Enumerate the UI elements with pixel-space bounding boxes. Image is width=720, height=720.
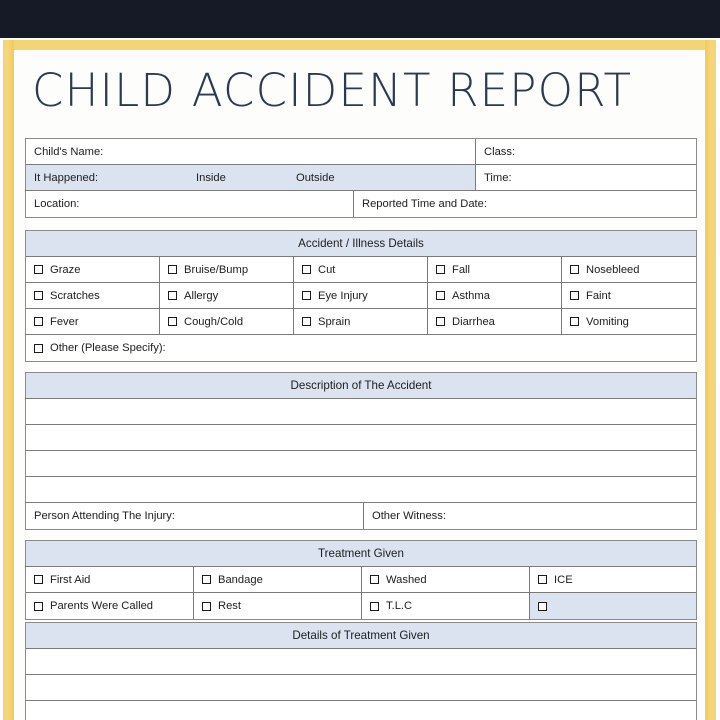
field-class[interactable] (476, 139, 696, 164)
frame-border-left (3, 40, 14, 720)
treatment-details-input-line[interactable] (26, 675, 696, 700)
checkbox-item-allergy[interactable] (160, 283, 294, 308)
field-label-location: Location: (34, 198, 80, 210)
checkbox-item-faint[interactable] (562, 283, 696, 308)
checkbox-item-bruise-bump[interactable] (160, 257, 294, 282)
details-of-treatment-table (25, 622, 697, 720)
checkbox-icon[interactable] (34, 291, 43, 300)
section-title-accident-details: Accident / Illness Details (26, 231, 696, 256)
form-sheet (14, 50, 705, 720)
checkbox-label: Other (Please Specify): (50, 342, 166, 354)
field-label-it-happened: It Happened: (34, 171, 99, 184)
field-label-reported-time-and-date: Reported Time and Date: (362, 198, 487, 210)
option-outside[interactable] (288, 165, 476, 190)
section-header-treatment-details (26, 623, 696, 649)
field-location[interactable] (26, 191, 354, 217)
checkbox-label: Nosebleed (586, 263, 640, 276)
description-input-line[interactable] (26, 425, 696, 450)
checkbox-label: Faint (586, 289, 611, 302)
checkbox-icon[interactable] (302, 265, 311, 274)
frame-border-right (705, 40, 716, 720)
checkbox-label: T.L.C (386, 600, 413, 612)
field-it-happened[interactable] (26, 165, 188, 190)
checkbox-icon[interactable] (370, 602, 379, 611)
checkbox-label: First Aid (50, 573, 91, 586)
checkbox-label: Cut (318, 263, 336, 276)
checkbox-icon[interactable] (436, 317, 445, 326)
description-input-line[interactable] (26, 399, 696, 424)
section-title-treatment-details: Details of Treatment Given (26, 623, 696, 648)
checkbox-item-eye-injury[interactable] (294, 283, 428, 308)
checkbox-label: Parents Were Called (50, 600, 154, 612)
checkbox-item-bandage[interactable] (194, 567, 362, 592)
checkbox-label: Asthma (452, 289, 490, 302)
frame-border-top (3, 40, 716, 50)
description-blank-line[interactable] (26, 477, 696, 503)
checkbox-label: Allergy (184, 289, 219, 302)
checkbox-icon[interactable] (570, 265, 579, 274)
checkbox-icon[interactable] (34, 575, 43, 584)
field-other-witness[interactable] (364, 503, 696, 529)
field-time[interactable] (476, 165, 696, 190)
checkbox-icon[interactable] (34, 265, 43, 274)
checkbox-icon[interactable] (370, 575, 379, 584)
checkbox-label: Cough/Cold (184, 315, 244, 328)
checkbox-item-asthma[interactable] (428, 283, 562, 308)
checkbox-item-diarrhea[interactable] (428, 309, 562, 334)
section-title-description: Description of The Accident (26, 373, 696, 398)
field-childs-name[interactable] (26, 139, 476, 164)
treatment-given-table (25, 540, 697, 620)
checkbox-label: Graze (50, 263, 81, 276)
checkbox-label: Eye Injury (318, 289, 368, 302)
checkbox-label: Vomiting (586, 315, 629, 328)
option-inside[interactable] (188, 165, 288, 190)
section-header-treatment (26, 541, 696, 567)
table-row-child-name (26, 139, 696, 165)
checkbox-icon[interactable] (202, 575, 211, 584)
checkbox-item-cough-cold[interactable] (160, 309, 294, 334)
option-label-outside: Outside (296, 171, 335, 184)
checkbox-icon[interactable] (538, 575, 547, 584)
checkbox-item-nosebleed[interactable] (562, 257, 696, 282)
field-person-attending-the-injury[interactable] (26, 503, 364, 529)
checkbox-icon[interactable] (202, 602, 211, 611)
table-row-location (26, 191, 696, 217)
treatment-details-input-line[interactable] (26, 701, 696, 720)
checkbox-label: Bruise/Bump (184, 263, 249, 276)
table-row-treatment-2 (26, 593, 696, 619)
table-row-accident-other (26, 335, 696, 361)
checkbox-icon[interactable] (34, 344, 43, 353)
checkbox-icon[interactable] (168, 317, 177, 326)
checkbox-item-scratches[interactable] (26, 283, 160, 308)
checkbox-item-parents-were-called[interactable] (26, 593, 194, 619)
checkbox-label: Fever (50, 315, 79, 328)
checkbox-icon[interactable] (436, 265, 445, 274)
checkbox-icon[interactable] (570, 291, 579, 300)
checkbox-icon[interactable] (570, 317, 579, 326)
field-label-class: Class: (484, 145, 516, 158)
field-label-childs-name: Child's Name: (34, 145, 104, 158)
checkbox-label: Fall (452, 263, 471, 276)
checkbox-item-washed[interactable] (362, 567, 530, 592)
field-label-person-attending: Person Attending The Injury: (34, 510, 175, 522)
field-label-time: Time: (484, 171, 512, 184)
checkbox-icon[interactable] (302, 317, 311, 326)
table-row-accident-2 (26, 283, 696, 309)
top-navy-band (0, 0, 720, 38)
checkbox-item-treatment-blank[interactable] (530, 593, 696, 619)
checkbox-item-cut[interactable] (294, 257, 428, 282)
checkbox-item-sprain[interactable] (294, 309, 428, 334)
checkbox-item-first-aid[interactable] (26, 567, 194, 592)
checkbox-icon[interactable] (34, 602, 43, 611)
checkbox-label: Rest (218, 600, 242, 612)
description-blank-line[interactable] (26, 425, 696, 451)
checkbox-label: Bandage (218, 573, 263, 586)
accident-illness-details-table (25, 230, 697, 362)
treatment-details-input-line[interactable] (26, 649, 696, 674)
treatment-details-blank-line[interactable] (26, 701, 696, 720)
section-header-accident-details (26, 231, 696, 257)
checkbox-item-vomiting[interactable] (562, 309, 696, 334)
checkbox-label: ICE (554, 573, 573, 586)
checkbox-item-tlc[interactable] (362, 593, 530, 619)
checkbox-item-ice[interactable] (530, 567, 696, 592)
table-row-it-happened (26, 165, 696, 191)
description-of-accident-table (25, 372, 697, 530)
checkbox-icon[interactable] (436, 291, 445, 300)
child-info-table (25, 138, 697, 218)
section-header-description (26, 373, 696, 399)
checkbox-label: Scratches (50, 289, 100, 302)
checkbox-label: Diarrhea (452, 315, 495, 328)
checkbox-item-graze[interactable] (26, 257, 160, 282)
checkbox-item-rest[interactable] (194, 593, 362, 619)
table-row-attendants (26, 503, 696, 529)
checkbox-icon[interactable] (302, 291, 311, 300)
checkbox-item-fall[interactable] (428, 257, 562, 282)
option-label-inside: Inside (196, 171, 226, 184)
description-input-line[interactable] (26, 477, 696, 502)
field-label-other-witness: Other Witness: (372, 510, 446, 522)
page-title: CHILD ACCIDENT REPORT (32, 64, 633, 117)
checkbox-item-fever[interactable] (26, 309, 160, 334)
checkbox-label: Washed (386, 573, 427, 586)
checkbox-label: Sprain (318, 315, 351, 328)
field-reported-time-and-date[interactable] (354, 191, 696, 217)
checkbox-icon[interactable] (538, 602, 547, 611)
treatment-details-blank-line[interactable] (26, 675, 696, 701)
section-title-treatment: Treatment Given (26, 541, 696, 566)
checkbox-icon[interactable] (168, 265, 177, 274)
description-blank-line[interactable] (26, 451, 696, 477)
table-row-treatment-1 (26, 567, 696, 593)
table-row-accident-3 (26, 309, 696, 335)
description-blank-line[interactable] (26, 399, 696, 425)
checkbox-item-other[interactable] (26, 335, 696, 361)
description-input-line[interactable] (26, 451, 696, 476)
checkbox-icon[interactable] (168, 291, 177, 300)
checkbox-icon[interactable] (34, 317, 43, 326)
treatment-details-blank-line[interactable] (26, 649, 696, 675)
table-row-accident-1 (26, 257, 696, 283)
